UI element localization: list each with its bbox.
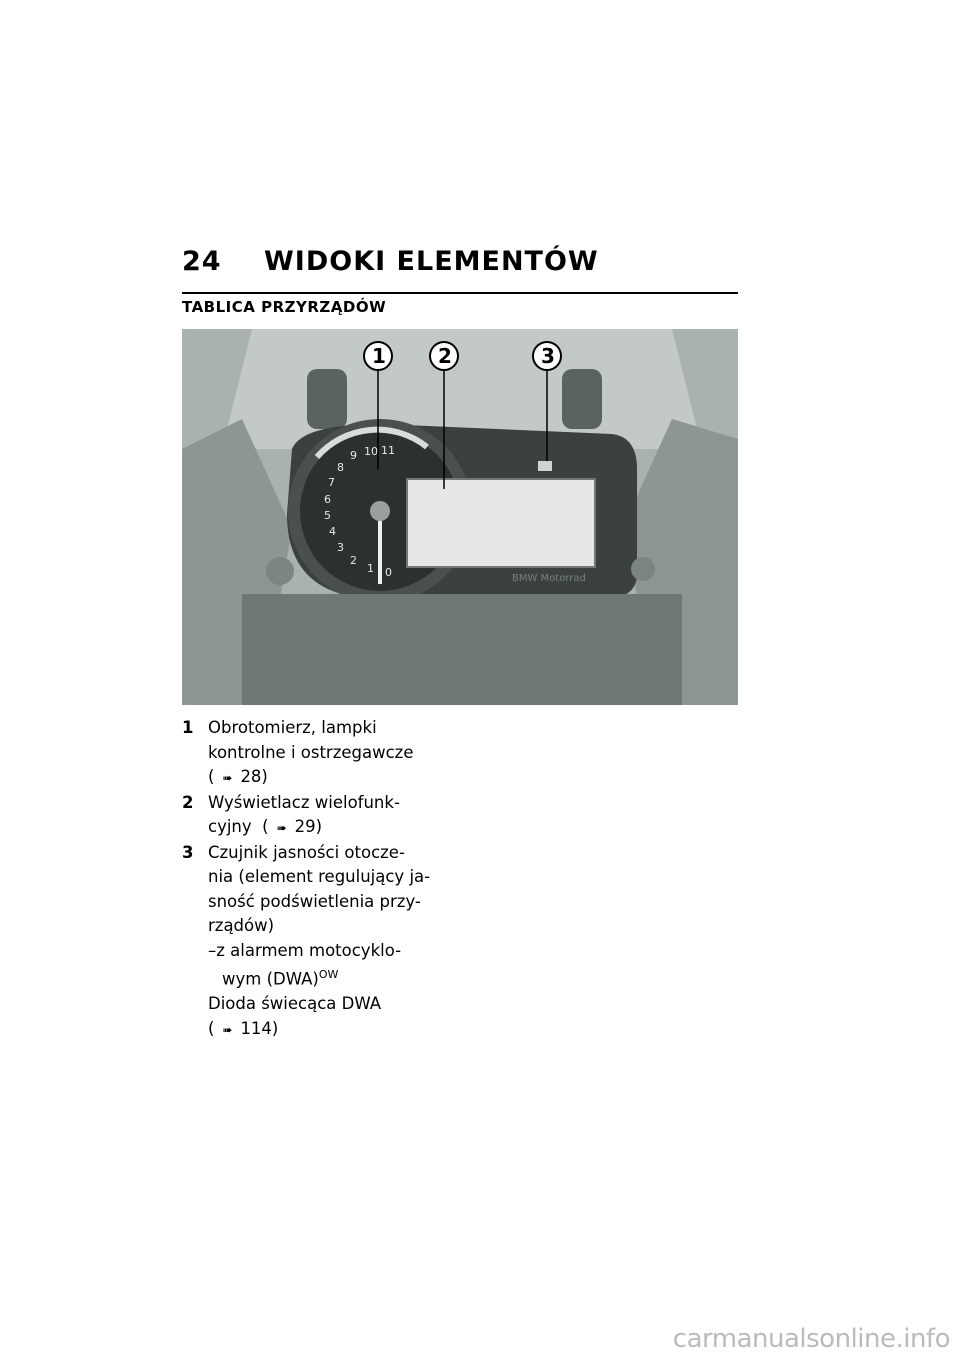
header-rule: [182, 292, 738, 294]
tach-tick-label: 10: [364, 445, 378, 458]
legend-text: Obrotomierz, lampki: [208, 718, 377, 737]
legend: [182, 716, 482, 1042]
power-socket: [266, 557, 294, 585]
tach-tick-label: 11: [381, 444, 395, 457]
page-reference[interactable]: cyjny ( ➠ 29): [208, 815, 482, 841]
page-reference[interactable]: ( ➠ 28): [208, 765, 482, 791]
tach-tick-label: 8: [337, 461, 344, 474]
tach-tick-label: 3: [337, 541, 344, 554]
page-reference-arrow-icon: ➠: [222, 1022, 233, 1037]
callout-number: 1: [372, 344, 386, 368]
callout-number: 3: [541, 344, 555, 368]
legend-option: –z alarmem motocyklo-: [208, 940, 402, 960]
page-number: 24: [182, 246, 222, 277]
usb-socket: [631, 557, 655, 581]
legend-text: rządów): [208, 916, 275, 935]
option-code: OW: [318, 968, 339, 981]
legend-option: wym (DWA)$^{OW}$: [222, 968, 339, 989]
page-reference-arrow-icon: ➠: [276, 821, 287, 835]
instrument-cluster-figure: [182, 329, 738, 705]
page-reference[interactable]: ( ➠ 114): [208, 1017, 482, 1043]
needle-hub: [370, 501, 390, 521]
legend-number: 2: [182, 792, 194, 812]
tach-tick-label: 4: [329, 525, 336, 538]
legend-text: Dioda świecąca DWA: [208, 994, 382, 1013]
tach-tick-label: 9: [350, 449, 357, 462]
tach-tick-label: 0: [385, 566, 392, 579]
tach-tick-label: 6: [324, 493, 331, 506]
ambient-light-sensor: [538, 461, 552, 471]
tach-tick-label: 1: [367, 562, 374, 575]
legend-item: [182, 841, 482, 1043]
section-title: TABLICA PRZYRZĄDÓW: [182, 298, 387, 316]
left-mirror-mount: [307, 369, 347, 429]
legend-item: [182, 716, 482, 791]
page-reference-arrow-icon: ➠: [222, 771, 233, 785]
legend-text: sność podświetlenia przy-: [208, 891, 421, 911]
chapter-title: WIDOKI ELEMENTÓW: [264, 246, 599, 277]
page-header: [182, 246, 599, 277]
callout-number: 2: [438, 344, 452, 368]
tach-tick-label: 7: [328, 476, 335, 489]
legend-text: Czujnik jasności otocze-: [208, 842, 405, 862]
legend-number: 3: [182, 842, 194, 862]
legend-text: nia (element regulujący ja-: [208, 867, 431, 886]
legend-item: [182, 791, 482, 841]
tach-tick-label: 5: [324, 509, 331, 522]
legend-text: kontrolne i ostrzegawcze: [208, 742, 414, 762]
lower-frame: [242, 594, 682, 705]
multifunction-display: [407, 479, 595, 567]
brand-label: BMW Motorrad: [512, 573, 586, 584]
watermark: carmanualsonline.info: [672, 1324, 950, 1354]
legend-number: 1: [182, 718, 194, 737]
right-mirror-mount: [562, 369, 602, 429]
tach-tick-label: 2: [350, 554, 357, 567]
legend-text: Wyświetlacz wielofunk-: [208, 792, 400, 812]
